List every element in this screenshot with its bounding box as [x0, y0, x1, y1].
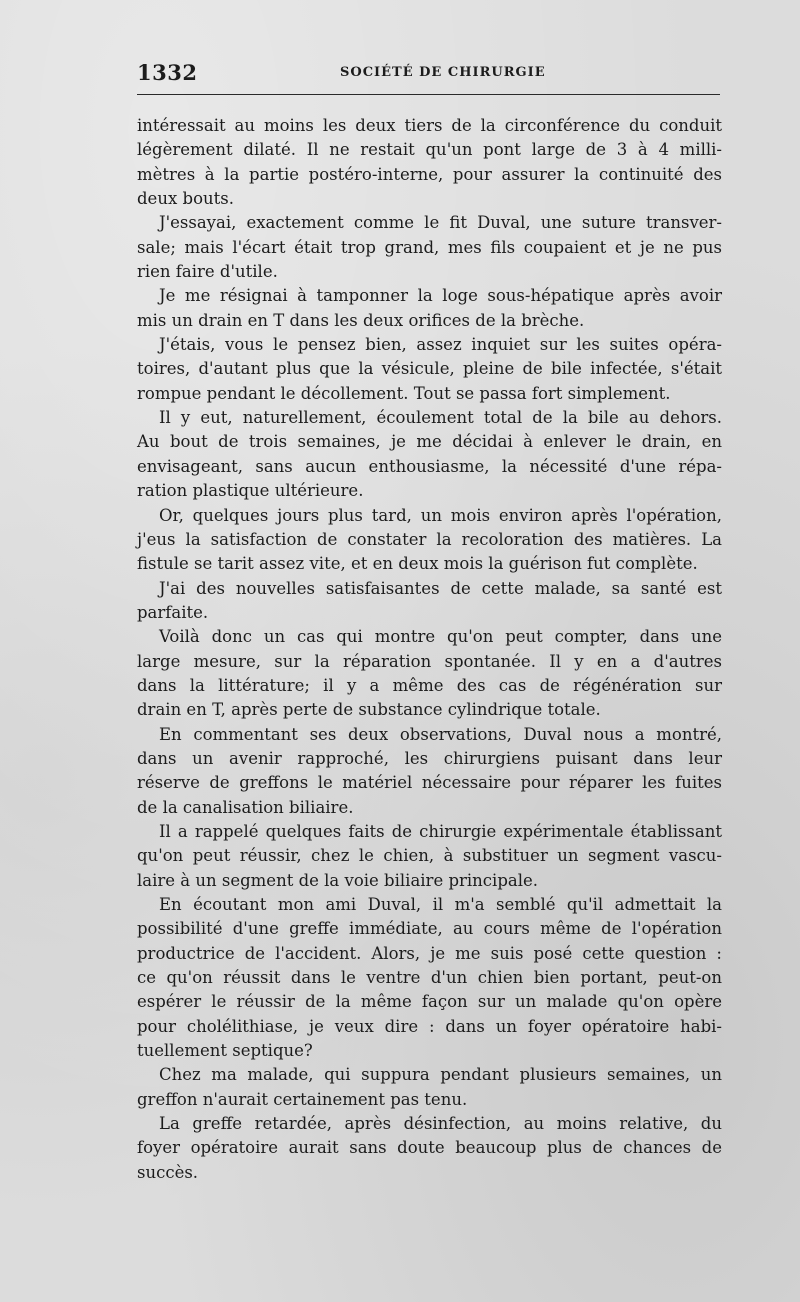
text-line: greffon n'aurait certainement pas tenu. — [137, 1089, 468, 1109]
text-line: parfaite. — [137, 602, 209, 622]
header-rule — [137, 94, 720, 95]
text-line: sale; mais l'écart était trop grand, mes fils coupaient et je ne pus — [137, 237, 722, 257]
text-line: Il a rappelé quelques faits de chirurgie expérimentale établissant — [159, 821, 722, 841]
text-line: fistule se tarit assez vite, et en deux mois la guérison fut complète. — [137, 554, 698, 574]
text-line: espérer le réussir de la même façon sur un malade qu'on opère — [137, 992, 722, 1012]
text-line: laire à un segment de la voie biliaire principale. — [137, 870, 539, 890]
text-line: pour cholélithiase, je veux dire : dans un foyer opératoire habi- — [137, 1016, 722, 1036]
text-line: de la canalisation biliaire. — [137, 797, 354, 817]
text-line: Chez ma malade, qui suppura pendant plusieurs semaines, un — [159, 1065, 722, 1085]
text-line: ration plastique ultérieure. — [137, 481, 364, 501]
text-line: mètres à la partie postéro-interne, pour assurer la continuité des — [137, 164, 722, 184]
text-line: Il y eut, naturellement, écoulement total de la bile au dehors. — [159, 408, 722, 428]
text-line: possibilité d'une greffe immédiate, au cours même de l'opération — [137, 919, 722, 939]
text-line: envisageant, sans aucun enthousiasme, la nécessité d'une répa- — [137, 456, 722, 476]
text-line: réserve de greffons le matériel nécessaire pour réparer les fuites — [137, 773, 722, 793]
running-title: SOCIÉTÉ DE CHIRURGIE — [340, 65, 546, 80]
text-line: Au bout de trois semaines, je me décidai à enlever le drain, en — [137, 432, 722, 452]
text-line: rompue pendant le décollement. Tout se passa fort simplement. — [137, 383, 671, 403]
text-line: J'essayai, exactement comme le fit Duval, une suture transver- — [159, 213, 722, 233]
text-line: Voilà donc un cas qui montre qu'on peut compter, dans une — [159, 627, 722, 647]
text-line: drain en T, après perte de substance cylindrique totale. — [137, 700, 601, 720]
text-line: La greffe retardée, après désinfection, au moins relative, du — [159, 1114, 722, 1134]
text-line: légèrement dilaté. Il ne restait qu'un pont large de 3 à 4 milli- — [137, 140, 722, 160]
text-line: intéressait au moins les deux tiers de la circonférence du conduit — [137, 116, 722, 135]
text-line: dans un avenir rapproché, les chirurgiens puisant dans leur — [137, 748, 722, 768]
text-line: j'eus la satisfaction de constater la recoloration des matières. La — [137, 529, 722, 549]
text-line: foyer opératoire aurait sans doute beaucoup plus de chances de — [137, 1138, 722, 1158]
text-line: toires, d'autant plus que la vésicule, pleine de bile infectée, s'était — [137, 359, 722, 379]
text-line: rien faire d'utile. — [137, 262, 278, 282]
text-line: Or, quelques jours plus tard, un mois environ après l'opération, — [159, 505, 722, 525]
text-line: large mesure, sur la réparation spontanée. Il y en a d'autres — [137, 651, 722, 671]
page-number: 1332 — [137, 60, 198, 85]
text-line: ce qu'on réussit dans le ventre d'un chien bien portant, peut-on — [137, 968, 722, 988]
text-line: tuellement septique? — [137, 1041, 313, 1061]
text-line: J'ai des nouvelles satisfaisantes de cette malade, sa santé est — [159, 578, 722, 598]
text-line: En commentant ses deux observations, Duval nous a montré, — [159, 724, 722, 744]
text-line: J'étais, vous le pensez bien, assez inquiet sur les suites opéra- — [159, 335, 722, 355]
text-line: En écoutant mon ami Duval, il m'a semblé qu'il admettait la — [159, 895, 722, 914]
text-line: succès. — [137, 1162, 199, 1182]
text-line: Je me résignai à tamponner la loge sous-hépatique après avoir — [159, 286, 722, 306]
text-line: deux bouts. — [137, 189, 234, 209]
text-line: dans la littérature; il y a même des cas de régénération sur — [137, 675, 722, 695]
text-line: productrice de l'accident. Alors, je me suis posé cette question : — [137, 943, 722, 963]
body-text — [137, 114, 722, 1185]
text-line: qu'on peut réussir, chez le chien, à substituer un segment vascu- — [137, 846, 722, 866]
page-header — [137, 56, 720, 96]
text-line: mis un drain en T dans les deux orifices de la brèche. — [137, 310, 585, 330]
